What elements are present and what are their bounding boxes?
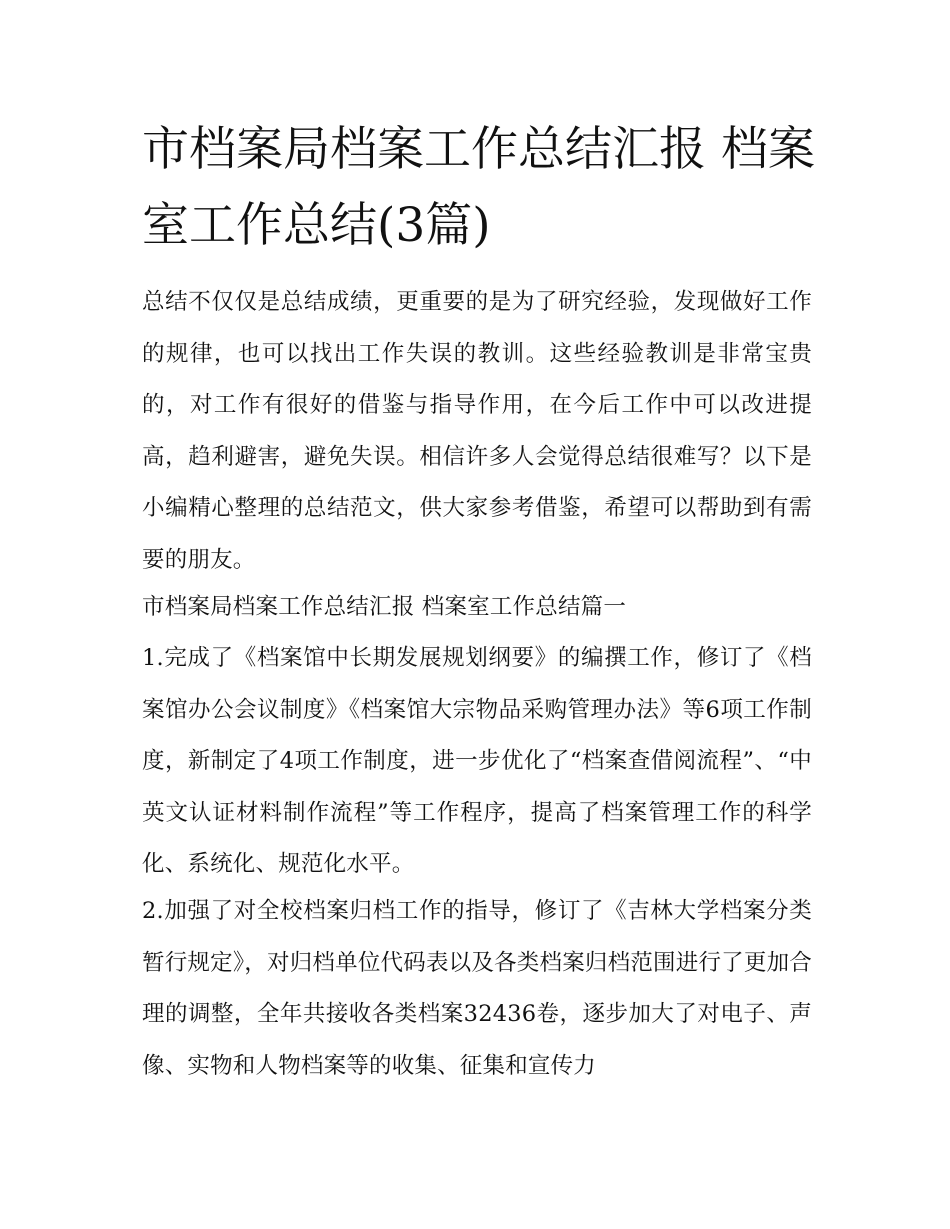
intro-paragraph: 总结不仅仅是总结成绩，更重要的是为了研究经验，发现做好工作的规律，也可以找出工作失误的教训。这些经验教训是非常宝贵的，对工作有很好的借鉴与指导作用，在今后工作中可以改进提高，趋利避害，避免失误。相信许多人会觉得总结很难写？以下是小编精心整理的总结范文，供大家参考借鉴，希望可以帮助到有需要的朋友。 (142, 289, 812, 573)
list-item: 1.完成了《档案馆中长期发展规划纲要》的编撰工作，修订了《档案馆办公会议制度》《档案馆大宗物品采购管理办法》等6项工作制度，新制定了4项工作制度，进一步优化了“档案查借阅流程”、“中英文认证材料制作流程”等工作程序，提高了档案管理工作的科学化、系统化、规范化水平。 (142, 645, 812, 877)
list-item: 2.加强了对全校档案归档工作的指导，修订了《吉林大学档案分类暂行规定》，对归档单位代码表以及各类档案归档范围进行了更加合理的调整，全年共接收各类档案32436卷，逐步加大了对电子、声像、实物和人物档案等的收集、征集和宣传力 (142, 898, 812, 1079)
section-heading: 市档案局档案工作总结汇报 档案室工作总结篇一 (142, 594, 627, 620)
document-title: 市档案局档案工作总结汇报 档案室工作总结(3篇) (142, 122, 815, 253)
